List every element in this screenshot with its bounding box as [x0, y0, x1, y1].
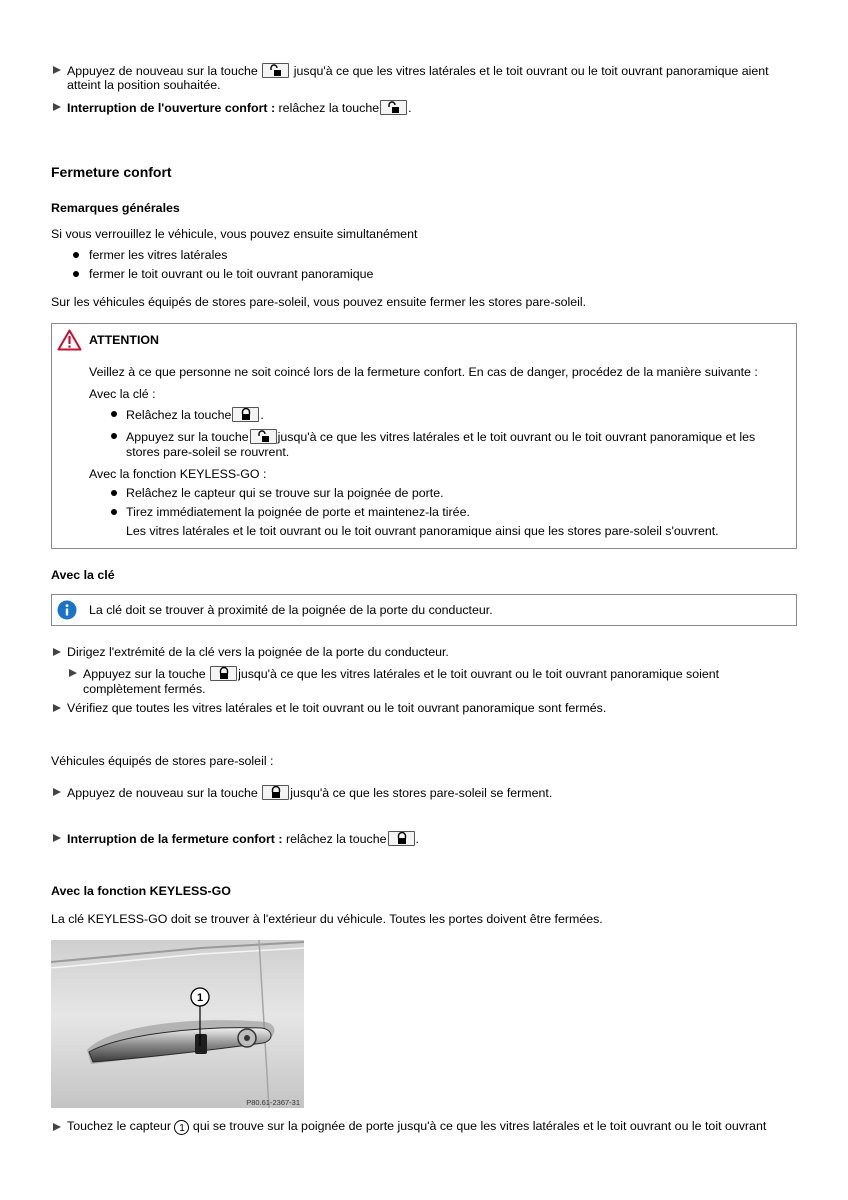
info-icon	[57, 600, 77, 620]
unlock-key-icon	[262, 63, 289, 78]
intro-step-1-cont: atteint la position souhaitée.	[67, 78, 221, 92]
step-arrow-icon	[53, 704, 61, 712]
bullet-icon	[73, 252, 79, 258]
intro-step-2: Interruption de l'ouverture confort : relâchez la touche .	[67, 101, 412, 115]
unlock-key-icon	[250, 429, 277, 444]
attention-title: ATTENTION	[89, 333, 159, 347]
avec-cle-step-2-cont: complètement fermés.	[83, 682, 206, 696]
warning-triangle-icon	[57, 329, 82, 351]
attention-keyless-step-1: Relâchez le capteur qui se trouve sur la poignée de porte.	[126, 486, 444, 500]
attention-keyless-step-2: Tirez immédiatement la poignée de porte et maintenez-la tirée.	[126, 505, 470, 519]
list-item: fermer les vitres latérales	[89, 248, 228, 262]
bullet-icon	[111, 490, 117, 496]
avec-cle-title: Avec la clé	[51, 568, 115, 582]
lock-key-icon	[262, 785, 289, 800]
step-arrow-icon	[53, 834, 61, 842]
attention-with-keyless: Avec la fonction KEYLESS-GO :	[89, 467, 267, 481]
attention-with-key: Avec la clé :	[89, 387, 156, 401]
bullet-icon	[111, 433, 117, 439]
stores-note: Sur les véhicules équipés de stores pare-soleil, vous pouvez ensuite fermer les stores pare-soleil.	[51, 295, 587, 309]
attention-key-step-2-cont: stores pare-soleil se rouvrent.	[126, 445, 290, 459]
bullet-icon	[111, 411, 117, 417]
bullet-icon	[73, 271, 79, 277]
keyless-title: Avec la fonction KEYLESS-GO	[51, 884, 231, 898]
avec-cle-step-5: Interruption de la fermeture confort : relâchez la touche .	[67, 832, 419, 846]
list-item: fermer le toit ouvrant ou le toit ouvrant panoramique	[89, 267, 374, 281]
step-arrow-icon	[69, 669, 77, 677]
remarks-title: Remarques générales	[51, 201, 180, 215]
keyless-text: La clé KEYLESS-GO doit se trouver à l'extérieur du véhicule. Toutes les portes doivent être fermées.	[51, 912, 603, 926]
avec-cle-step-2: Appuyez sur la touche jusqu'à ce que les vitres latérales et le toit ouvrant ou le toit ouvrant panoramique soient	[83, 667, 720, 681]
unlock-key-icon	[380, 100, 407, 115]
figure-code: P80.61-2367-31	[246, 1098, 300, 1107]
step-arrow-icon	[53, 648, 61, 656]
attention-keyless-step-2-cont: Les vitres latérales et le toit ouvrant ou le toit ouvrant panoramique ainsi que les stores pare-soleil s'ouvrent.	[126, 524, 719, 538]
attention-key-step-2: Appuyez sur la touche jusqu'à ce que les vitres latérales et le toit ouvrant ou le toit ouvrant panoramique et les	[126, 430, 756, 444]
lock-key-icon	[210, 666, 237, 681]
lock-key-icon	[388, 831, 415, 846]
attention-text: Veillez à ce que personne ne soit coincé lors de la fermeture confort. En cas de danger, procédez de la manière suivante :	[89, 365, 758, 379]
lock-key-icon	[232, 407, 259, 422]
bullet-icon	[111, 509, 117, 515]
avec-cle-step-4: Appuyez de nouveau sur la touche jusqu'à ce que les stores pare-soleil se ferment.	[67, 786, 553, 800]
stores-intro: Véhicules équipés de stores pare-soleil :	[51, 754, 274, 768]
step-arrow-icon	[53, 788, 61, 796]
section-title: Fermeture confort	[51, 164, 172, 180]
remarks-intro: Si vous verrouillez le véhicule, vous pouvez ensuite simultanément	[51, 227, 418, 241]
door-handle-figure	[51, 940, 304, 1108]
callout-1-icon: 1	[174, 1120, 189, 1135]
step-arrow-icon	[53, 103, 61, 111]
step-arrow-icon	[53, 66, 61, 74]
figure-callout: 1	[196, 992, 204, 1004]
intro-step-1: Appuyez de nouveau sur la touche jusqu'à ce que les vitres latérales et le toit ouvrant ou le toit ouvrant panoramique aient	[67, 64, 769, 78]
step-arrow-icon	[53, 1123, 61, 1131]
keyless-step: Touchez le capteur 1 qui se trouve sur la poignée de porte jusqu'à ce que les vitres latérales et le toit ouvrant ou le toit ouvrant	[67, 1119, 767, 1134]
info-text: La clé doit se trouver à proximité de la poignée de la porte du conducteur.	[89, 603, 493, 617]
avec-cle-step-3: Vérifiez que toutes les vitres latérales et le toit ouvrant ou le toit ouvrant panoramique sont fermés.	[67, 701, 607, 715]
attention-key-step-1: Relâchez la touche .	[126, 408, 264, 422]
avec-cle-step-1: Dirigez l'extrémité de la clé vers la poignée de la porte du conducteur.	[67, 645, 449, 659]
